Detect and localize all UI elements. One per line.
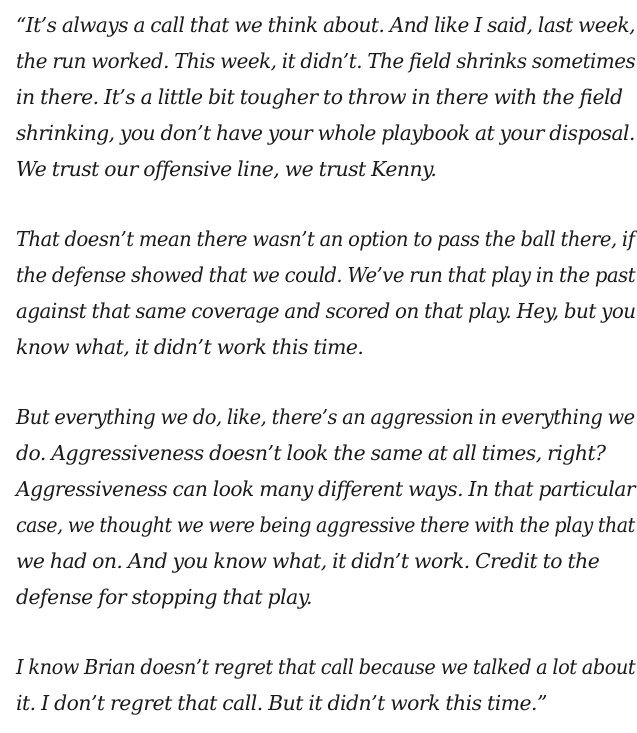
quote-line: But everything we do, like, there’s an aggression in everything we bbox=[16, 405, 635, 429]
quote-paragraph-1 bbox=[16, 0, 637, 187]
quote-line: Aggressiveness can look many different ways. In that particular bbox=[16, 477, 636, 501]
quote-line: against that same coverage and scored on that play. Hey, but you bbox=[16, 299, 636, 323]
quote-line: do. Aggressiveness doesn’t look the same at all times, right? bbox=[16, 441, 606, 465]
quote-paragraph-4 bbox=[16, 649, 637, 721]
paragraph-spacer bbox=[16, 615, 637, 649]
quote-line: in there. It’s a little bit tougher to throw in there with the field bbox=[16, 85, 623, 109]
quote-line: the run worked. This week, it didn’t. The field shrinks sometimes bbox=[16, 49, 636, 73]
quote-line: the defense showed that we could. We’ve run that play in the past bbox=[16, 263, 636, 287]
quote-line: know what, it didn’t work this time. bbox=[16, 335, 364, 359]
quote-paragraph-2 bbox=[16, 221, 637, 365]
quote-line: we had on. And you know what, it didn’t work. Credit to the bbox=[16, 549, 600, 573]
quote-line: shrinking, you don’t have your whole playbook at your disposal. bbox=[16, 121, 635, 145]
quote-line: That doesn’t mean there wasn’t an option to pass the ball there, if bbox=[16, 227, 635, 251]
quote-line: case, we thought we were being aggressive there with the play that bbox=[16, 513, 635, 537]
quote-line: We trust our offensive line, we trust Kenny. bbox=[16, 157, 437, 181]
quote-line: “It’s always a call that we think about. And like I said, last week, bbox=[16, 13, 636, 37]
paragraph-spacer bbox=[16, 365, 637, 399]
quote-line: I know Brian doesn’t regret that call because we talked a lot about bbox=[16, 655, 636, 679]
paragraph-spacer bbox=[16, 187, 637, 221]
quote-line: defense for stopping that play. bbox=[16, 585, 312, 609]
quote-paragraph-3 bbox=[16, 399, 637, 615]
quote-line: it. I don’t regret that call. But it didn’t work this time.” bbox=[16, 691, 547, 715]
